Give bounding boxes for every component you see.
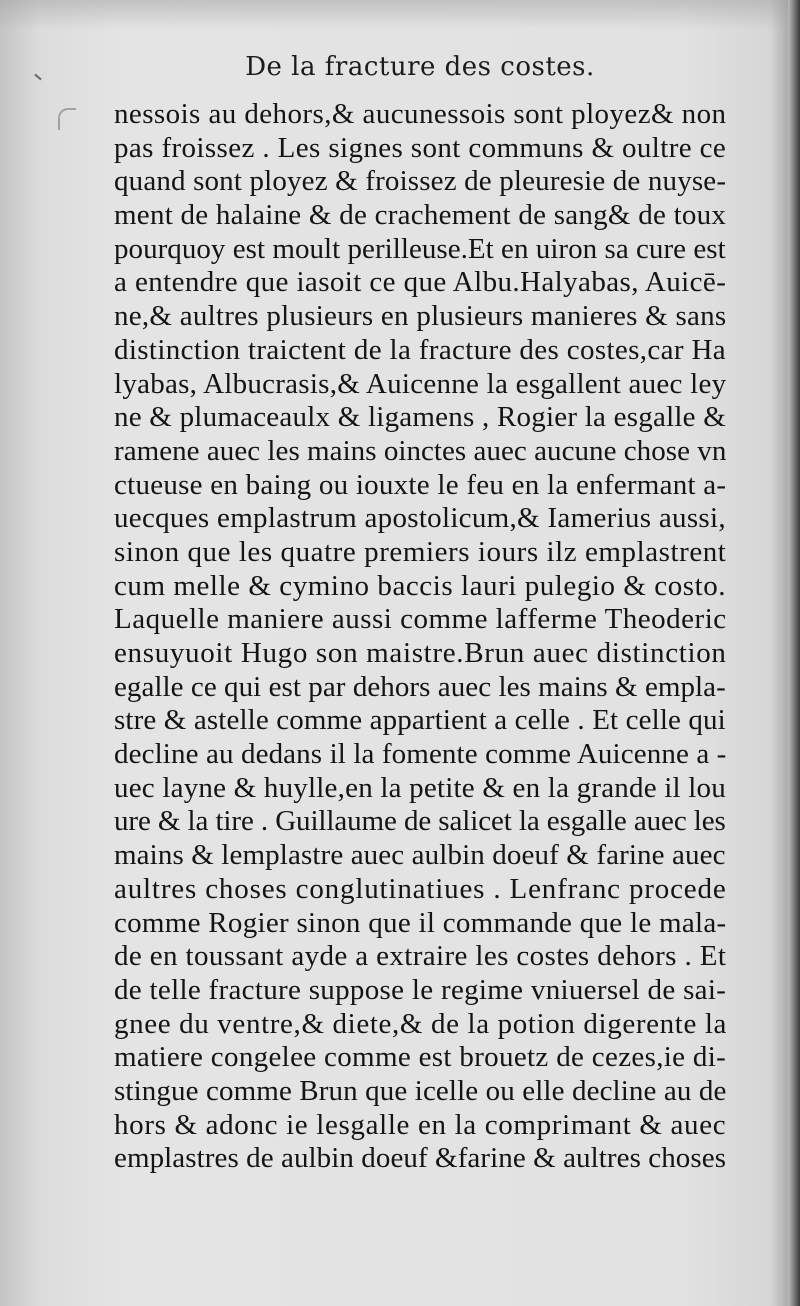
- text-line: de en toussant ayde a extraire les costes dehors . Et: [114, 940, 727, 973]
- margin-mark: [34, 74, 41, 81]
- text-line: matiere congelee comme est brouetz de cezes,ie di-: [114, 1041, 727, 1074]
- text-line: mains & lemplastre auec aulbin doeuf & farine auec: [114, 839, 726, 872]
- text-line: decline au dedans il la fomente comme Auicenne a -: [114, 738, 727, 771]
- text-line: distinction traictent de la fracture des costes,car Ha: [114, 333, 726, 366]
- text-line: pourquoy est moult perilleuse.Et en uiron sa cure est: [114, 232, 726, 265]
- text-line: ure & la tire . Guillaume de salicet la esgalle auec les: [114, 805, 726, 838]
- text-line: sinon que les quatre premiers iours ilz emplastrent: [114, 535, 727, 568]
- text-line: ensuyuoit Hugo son maistre.Brun auec distinction: [114, 637, 727, 669]
- text-line: hors & adonc ie lesgalle en la comprimant & auec: [114, 1108, 727, 1141]
- text-line: comme Rogier sinon que il commande que le mala-: [114, 906, 727, 939]
- text-line: gnee du ventre,& diete,& de la potion digerente la: [114, 1007, 728, 1040]
- margin-bracket-mark: [58, 108, 76, 130]
- text-line: a entendre que iasoit ce que Albu.Halyabas, Auicē-: [114, 266, 727, 299]
- text-line: Laquelle maniere aussi comme lafferme Theoderic: [114, 603, 727, 636]
- text-line: de telle fracture suppose le regime vniuersel de sai-: [114, 973, 727, 1006]
- text-line: uecques emplastrum apostolicum,& Iamerius aussi,: [114, 502, 726, 535]
- text-line: aultres choses conglutinatiues . Lenfranc procede: [114, 872, 727, 905]
- text-line: quand sont ployez & froissez de pleuresie de nuyse-: [114, 165, 727, 198]
- page-gutter-edge: [788, 0, 800, 1306]
- text-line: pas froissez . Les signes sont communs & oultre ce: [114, 131, 727, 164]
- page-shadow: [0, 0, 800, 30]
- text-line: uec layne & huylle,en la petite & en la grande il lou: [114, 771, 726, 804]
- text-line: ne & plumaceaulx & ligamens , Rogier la esgalle &: [114, 401, 727, 434]
- text-line: stingue comme Brun que icelle ou elle decline au de: [114, 1074, 727, 1107]
- text-line: nessois au dehors,& aucunessois sont ployez& non: [114, 98, 727, 130]
- body-text: [114, 98, 734, 1176]
- text-line: lyabas, Albucrasis,& Auicenne la esgallent auec ley: [114, 367, 727, 400]
- text-line: emplastres de aulbin doeuf &farine & aultres choses: [114, 1142, 727, 1175]
- text-line: cum melle & cymino baccis lauri pulegio & costo.: [114, 569, 727, 602]
- running-head: De la fracture des costes.: [245, 52, 595, 82]
- text-line: ne,& aultres plusieurs en plusieurs manieres & sans: [114, 300, 727, 333]
- text-line: ramene auec les mains oinctes auec aucune chose vn: [114, 434, 727, 467]
- text-line: ment de halaine & de crachement de sang& de toux: [114, 199, 727, 232]
- text-line: egalle ce qui est par dehors auec les mains & empla-: [114, 670, 726, 703]
- text-line: stre & astelle comme appartient a celle . Et celle qui: [114, 704, 726, 737]
- text-line: ctueuse en baing ou iouxte le feu en la enfermant a-: [114, 468, 727, 501]
